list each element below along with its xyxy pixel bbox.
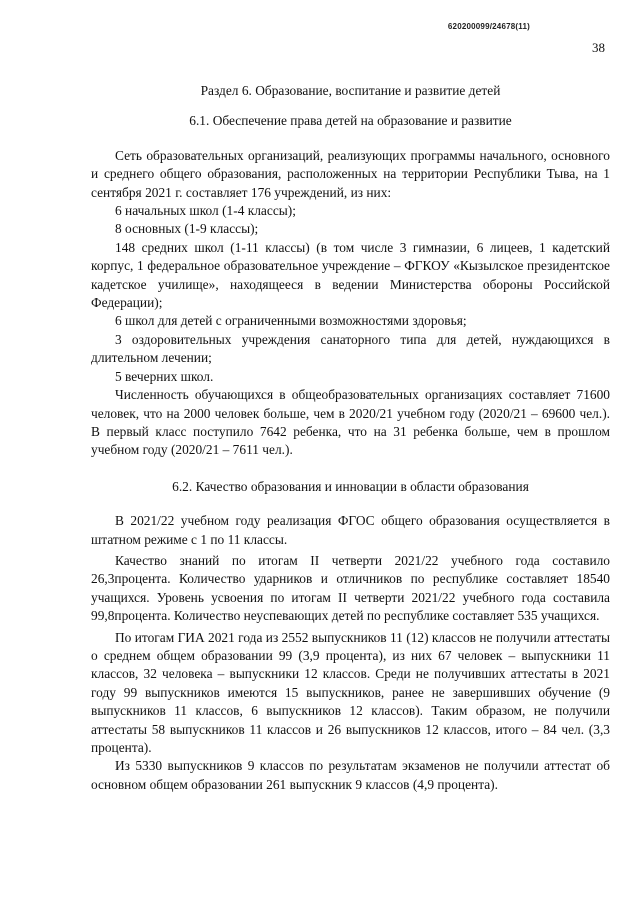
paragraph: Из 5330 выпускников 9 классов по результатам экзаменов не получили аттестат об основном общем образовании 261 выпускник 9 классов (4,9 процента). — [91, 758, 610, 792]
paragraph: По итогам ГИА 2021 года из 2552 выпускников 11 (12) классов не получили аттестаты о среднем общем образовании 99 (3,9 процента), из них 67 человек – выпускники 11 классов, 32 человека – выпускники 12 классов. Среди не получивших аттестаты в 2021 году 99 выпускников имеются 15 выпускников, ранее не завершивших обучение (9 выпускников 11 классов, 6 выпускников 12 классов). Таким образом, не получили аттестаты 58 выпускников 11 классов и 26 выпускников 12 классов, итого – 84 чел. (3,3 процента). — [91, 629, 610, 755]
section-title: Раздел 6. Образование, воспитание и развитие детей — [200, 83, 501, 98]
subsection-title-6-1: 6.1. Обеспечение права детей на образование и развитие — [189, 113, 512, 129]
page-number: 38 — [592, 40, 605, 55]
document-body — [91, 74, 610, 794]
paragraph: Численность обучающихся в общеобразовательных организациях составляет 71600 человек, что на 2000 человек больше, чем в 2020/21 учебном году (2020/21 – 69600 чел.). В первый класс поступило 7642 ребенка, что на 31 ребенка больше, чем в прошлом учебном году (2020/21 – 7611 чел.). — [91, 387, 610, 458]
document-code: 620200099/24678(11) — [447, 22, 530, 31]
paragraph: 6 начальных школ (1-4 классы); — [115, 203, 296, 219]
paragraph: 8 основных (1-9 классы); — [115, 221, 259, 237]
paragraph: В 2021/22 учебном году реализация ФГОС общего образования осуществляется в штатном режиме с 1 по 11 классы. — [91, 513, 610, 547]
paragraph: Сеть образовательных организаций, реализующих программы начального, основного и среднего общего образования, расположенных на территории Республики Тыва, на 1 сентября 2021 г. составляет 176 учреждений, из них: — [91, 147, 610, 200]
subsection-title-6-2: 6.2. Качество образования и инновации в области образования — [172, 478, 529, 494]
paragraph: 5 вечерних школ. — [115, 368, 214, 384]
paragraph: 148 средних школ (1-11 классы) (в том числе 3 гимназии, 6 лицеев, 1 кадетский корпус, 1 федеральное образовательное учреждение – ФГКОУ «Кызылское президентское кадетское училище», находящееся в ведении Министерства обороны Российской Федерации); — [91, 239, 610, 311]
paragraph: 3 оздоровительных учреждения санаторного типа для детей, нуждающихся в длительном лечении; — [91, 331, 610, 366]
paragraph: 6 школ для детей с ограниченными возможностями здоровья; — [115, 313, 467, 329]
paragraph: Качество знаний по итогам II четверти 2021/22 учебного года составило 26,3процента. Количество ударников и отличников по республике составляет 18540 учащихся. Уровень усвоения по итогам II четверти 2021/22 учебного года составила 99,8процента. Количество неуспевающих детей по республике составляет 535 учащихся. — [91, 552, 610, 624]
